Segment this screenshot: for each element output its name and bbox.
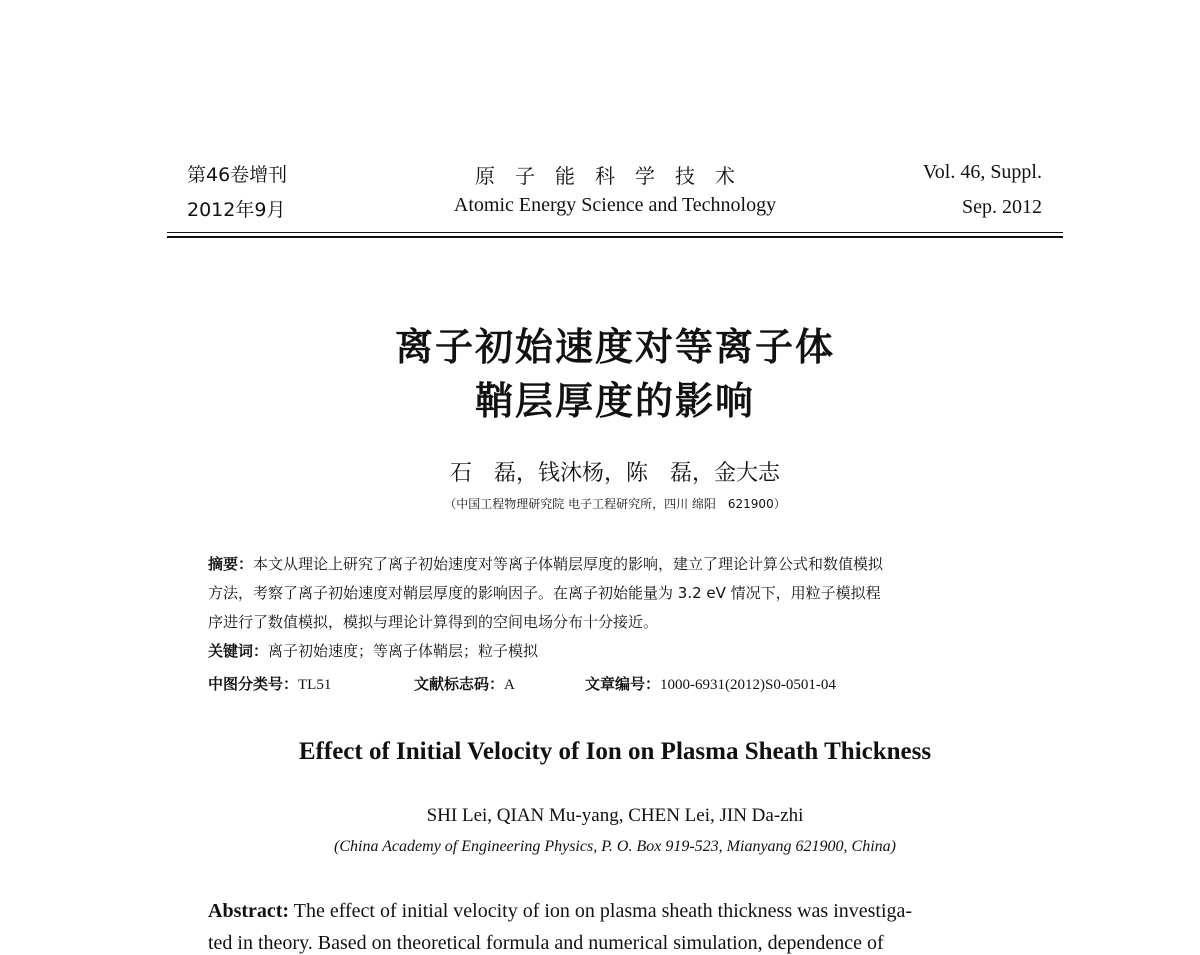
journal-name-cn: 原子能科学技术 xyxy=(475,164,755,188)
abstract-cn-label: 摘要： xyxy=(208,555,254,573)
authors-en: SHI Lei, QIAN Mu-yang, CHEN Lei, JIN Da-zhi xyxy=(426,805,804,826)
article-no-label: 文章编号： xyxy=(585,675,661,693)
keywords-cn-label: 关键词： xyxy=(208,642,269,660)
authors-cn: 石 磊，钱沐杨，陈 磊，金大志 xyxy=(449,461,780,486)
clc-label: 中图分类号： xyxy=(208,675,299,693)
clc-value: TL51 xyxy=(298,677,332,693)
journal-date-en: Sep. 2012 xyxy=(962,196,1042,218)
title-en: Effect of Initial Velocity of Ion on Plasma Sheath Thickness xyxy=(298,738,932,765)
journal-date-cn: 2012年9月 xyxy=(187,199,286,221)
abstract-en-text1: The effect of initial velocity of ion on plasma sheath thickness was investiga- xyxy=(289,900,913,922)
abstract-en-line1 xyxy=(208,900,1038,923)
journal-name-en: Atomic Energy Science and Technology xyxy=(453,194,777,216)
article-no-value: 1000-6931(2012)S0-0501-04 xyxy=(660,677,836,693)
doc-code-label: 文献标志码： xyxy=(414,675,505,693)
header-rule-thin xyxy=(167,232,1063,233)
abstract-en-label: Abstract: xyxy=(208,900,290,922)
abstract-cn-text1: 本文从理论上研究了离子初始速度对等离子体鞘层厚度的影响，建立了理论计算公式和数值模拟 xyxy=(253,555,884,573)
abstract-cn-line1 xyxy=(208,550,1038,579)
doc-code-value: A xyxy=(504,677,515,693)
header-rule-thick xyxy=(167,236,1063,238)
keywords-cn-text: 离子初始速度；等离子体鞘层；粒子模拟 xyxy=(268,642,539,660)
keywords-cn xyxy=(208,637,1038,666)
journal-volume-en: Vol. 46, Suppl. xyxy=(922,161,1042,183)
abstract-en-line2: ted in theory. Based on theoretical formula and numerical simulation, dependence of xyxy=(208,932,884,954)
affiliation-en: (China Academy of Engineering Physics, P. O. Box 919-523, Mianyang 621900, China) xyxy=(334,838,896,855)
title-cn-line1: 离子初始速度对等离子体 xyxy=(394,325,835,369)
abstract-cn-line3: 序进行了数值模拟，模拟与理论计算得到的空间电场分布十分接近。 xyxy=(208,613,659,631)
article-no-row xyxy=(585,670,1200,700)
abstract-cn-line2: 方法，考察了离子初始速度对鞘层厚度的影响因子。在离子初始能量为 3.2 eV 情况下，用粒子模拟程 xyxy=(208,584,881,602)
journal-volume-cn: 第46卷增刊 xyxy=(187,164,288,186)
affiliation-cn: （中国工程物理研究院 电子工程研究所，四川 绵阳 621900） xyxy=(444,497,786,511)
title-cn-line2: 鞘层厚度的影响 xyxy=(474,379,755,423)
